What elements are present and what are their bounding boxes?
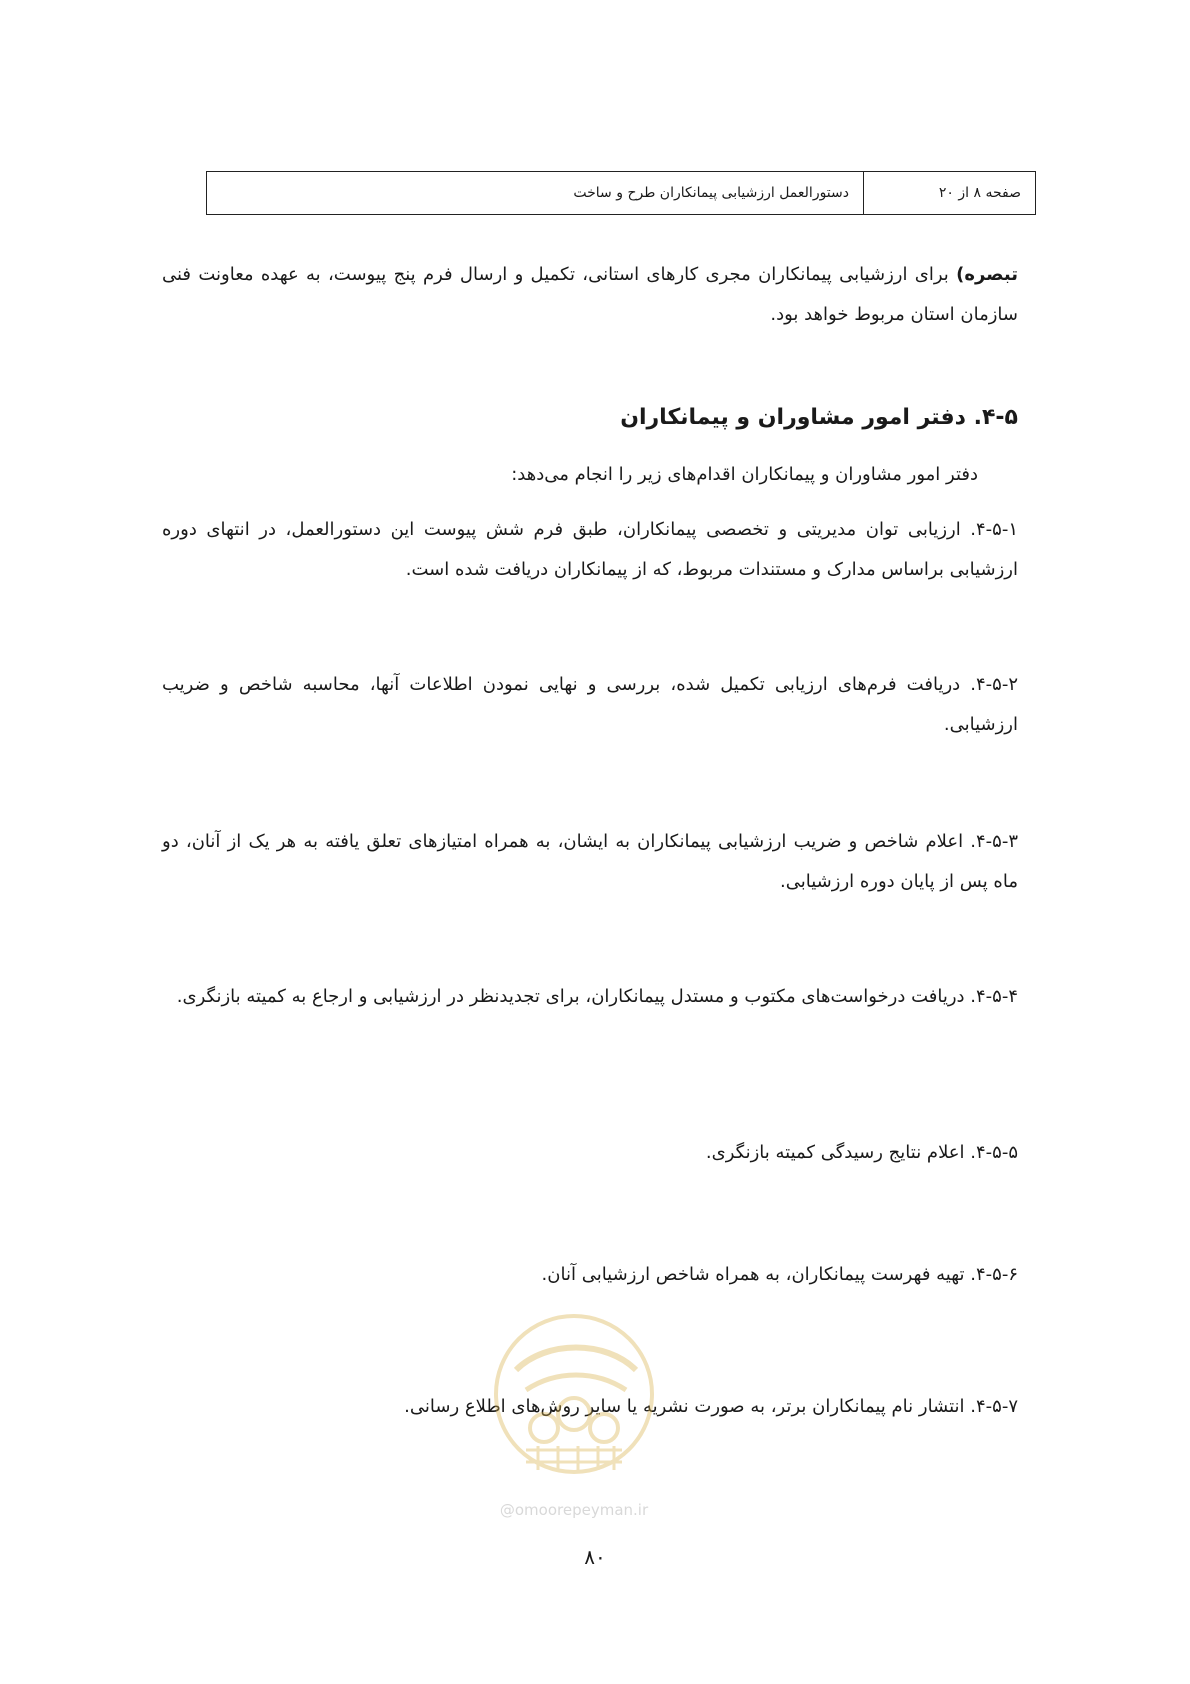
page-body	[162, 255, 1018, 1545]
section-heading: ۴-۵. دفتر امور مشاوران و پیمانکاران	[620, 405, 1018, 430]
list-item: ۴-۵-۴. دریافت درخواست‌های مکتوب و مستدل پیمانکاران، برای تجدیدنظر در ارزشیابی و ارجاع به کمیته بازنگری.	[176, 986, 1018, 1007]
list-item: ۴-۵-۵. اعلام نتایج رسیدگی کمیته بازنگری.	[705, 1142, 1018, 1163]
list-item: ۴-۵-۲. دریافت فرم‌های ارزیابی تکمیل شده، بررسی و نهایی نمودن اطلاعات آنها، محاسبه شاخص و ضریب ارزشیابی.	[162, 674, 1018, 735]
list-item: ۴-۵-۱. ارزیابی توان مدیریتی و تخصصی پیمانکاران، طبق فرم شش پیوست این دستورالعمل، در انتهای دوره ارزشیابی براساس مدارک و مستندات مربوط، که از پیمانکاران دریافت شده است.	[162, 519, 1018, 580]
list-item: ۴-۵-۶. تهیه فهرست پیمانکاران، به همراه شاخص ارزشیابی آنان.	[541, 1264, 1018, 1285]
document-title: دستورالعمل ارزشیابی پیمانکاران طرح و ساخت	[573, 185, 849, 201]
page-number: ۸۰	[584, 1545, 606, 1569]
page-header-table	[206, 171, 1036, 215]
watermark-text: @omoorepeyman.ir	[499, 1501, 649, 1519]
list-item: ۴-۵-۷. انتشار نام پیمانکاران برتر، به صورت نشریه یا سایر روش‌های اطلاع رسانی.	[404, 1396, 1018, 1417]
list-item: ۴-۵-۳. اعلام شاخص و ضریب ارزشیابی پیمانکاران به ایشان، به همراه امتیازهای تعلق یافته به هر یک از آنان، دو ماه پس از پایان دوره ارزشیابی.	[162, 831, 1018, 892]
page-indicator: صفحه ۸ از ۲۰	[863, 172, 1035, 214]
note-text: برای ارزشیابی پیمانکاران مجری کارهای استانی، تکمیل و ارسال فرم پنج پیوست، به عهده معاونت فنی سازمان استان مربوط خواهد بود.	[162, 264, 1018, 325]
section-intro: دفتر امور مشاوران و پیمانکاران اقدام‌های زیر را انجام می‌دهد:	[511, 464, 978, 485]
note-label: تبصره)	[956, 264, 1018, 285]
note-paragraph	[162, 255, 1018, 335]
